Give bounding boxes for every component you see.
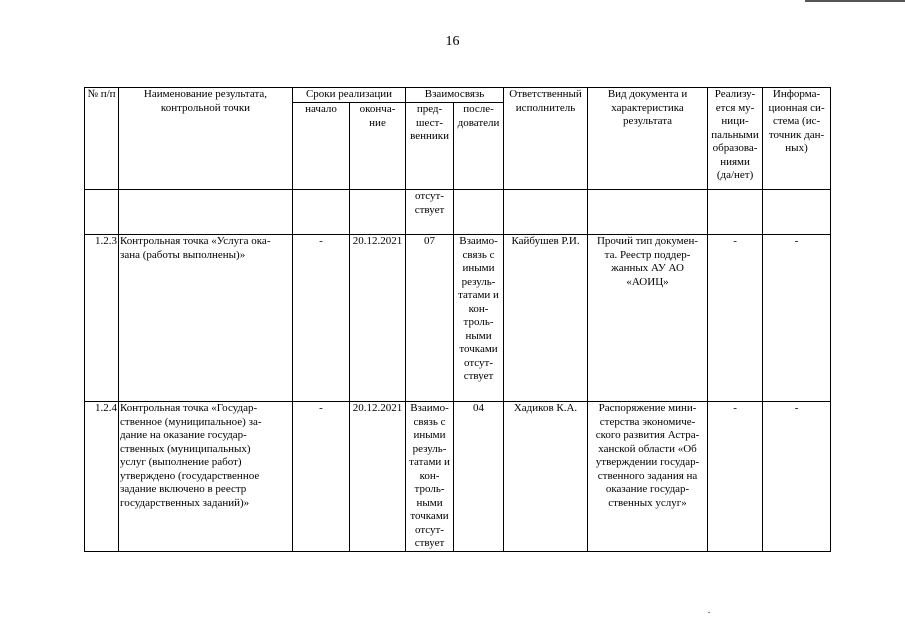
header-relation-group: Взаимосвязь <box>406 88 504 103</box>
header-responsible: Ответственный исполнитель <box>504 88 588 190</box>
row-municipal: - <box>708 402 763 552</box>
header-num: № п/п <box>85 88 119 190</box>
cont-end <box>350 190 406 235</box>
scan-speck <box>708 612 710 613</box>
header-successors: после- дователи <box>454 103 504 190</box>
header-start: начало <box>293 103 350 190</box>
header-name: Наименование результата, контрольной точки <box>119 88 293 190</box>
row-municipal: - <box>708 235 763 402</box>
cont-successors <box>454 190 504 235</box>
row-end: 20.12.2021 <box>350 402 406 552</box>
cont-doc-type <box>588 190 708 235</box>
header-info-system: Информа- ционная си- стема (ис- точник дан- ных) <box>763 88 831 190</box>
continuation-row <box>85 190 831 235</box>
row-responsible: Кайбушев Р.И. <box>504 235 588 402</box>
cont-start <box>293 190 350 235</box>
row-responsible: Хадиков К.А. <box>504 402 588 552</box>
row-start: - <box>293 235 350 402</box>
header-predecessors: пред- шест- венники <box>406 103 454 190</box>
row-info-system: - <box>763 402 831 552</box>
row-doc-type: Прочий тип докумен- та. Реестр поддер- жанных АУ АО «АОИЦ» <box>588 235 708 402</box>
row-predecessors: 07 <box>406 235 454 402</box>
cont-name <box>119 190 293 235</box>
header-end: оконча- ние <box>350 103 406 190</box>
row-successors: 04 <box>454 402 504 552</box>
header-terms-group: Сроки реализации <box>293 88 406 103</box>
results-table <box>84 87 831 552</box>
row-name: Контрольная точка «Услуга ока- зана (работы выполнены)» <box>119 235 293 402</box>
row-doc-type: Распоряжение мини- стерства экономиче- ского развития Астра- ханской области «Об утверждении государ- ственного задания на оказание государ- ственных услуг» <box>588 402 708 552</box>
row-info-system: - <box>763 235 831 402</box>
top-edge-line <box>805 0 905 2</box>
table-row <box>85 402 831 552</box>
row-end: 20.12.2021 <box>350 235 406 402</box>
row-predecessors: Взаимо- связь с иными резуль- татами и кон- троль- ными точками отсут- ствует <box>406 402 454 552</box>
cont-municipal <box>708 190 763 235</box>
row-successors: Взаимо- связь с иными резуль- татами и кон- троль- ными точками отсут- ствует <box>454 235 504 402</box>
header-row-1 <box>85 88 831 103</box>
cont-responsible <box>504 190 588 235</box>
row-num: 1.2.4 <box>85 402 119 552</box>
row-start: - <box>293 402 350 552</box>
cont-num <box>85 190 119 235</box>
cont-info-system <box>763 190 831 235</box>
table-row <box>85 235 831 402</box>
row-num: 1.2.3 <box>85 235 119 402</box>
header-doc-type: Вид документа и характеристика результата <box>588 88 708 190</box>
header-municipal: Реализу- ется му- ници- пальными образова- ниями (да/нет) <box>708 88 763 190</box>
row-name: Контрольная точка «Государ- ственное (муниципальное) за- дание на оказание государ- ственных (муниципальных) услуг (выполнение работ) утверждено (государственное задание включено в реестр государственных заданий)» <box>119 402 293 552</box>
page-number: 16 <box>445 34 460 49</box>
cont-predecessors: отсут- ствует <box>406 190 454 235</box>
